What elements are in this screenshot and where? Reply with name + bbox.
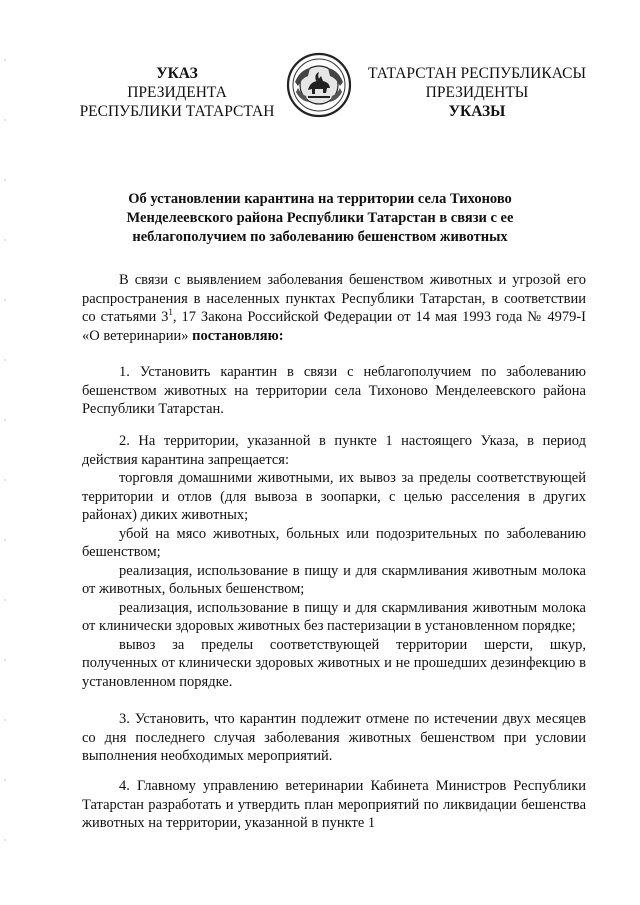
item-2-bullet-5: вывоз за пределы соответствующей территории шерсти, шкур, полученных от клинически здоровых животных и не прошедших дезинфекцию в установленном порядке. bbox=[82, 636, 586, 690]
item-4-text: 4. Главному управлению ветеринарии Кабинета Министров Республики Татарстан разработать и утвердить план мероприятий по ликвидации бешенства животных на территории, указанной в пункте 1 bbox=[82, 778, 586, 831]
decree-title bbox=[95, 190, 545, 247]
decree-word: постановляю: bbox=[192, 327, 284, 344]
header-right-block bbox=[364, 64, 590, 121]
item-2-bullet-4: реализация, использование в пищу и для скармливания животным молока от клинически здоровых животных без пастеризации в установленном порядке; bbox=[82, 599, 586, 634]
item-2-bullet-3: реализация, использование в пищу и для скармливания животным молока от животных, больных бешенством; bbox=[82, 562, 586, 597]
header-left-line-2: ПРЕЗИДЕНТА bbox=[127, 84, 227, 101]
preamble-superscript: 1 bbox=[168, 307, 173, 317]
preamble-text-1: В связи с выявлением заболевания бешенством животных и угрозой его распространения в населенных пунктах Республики Татарстан, в соответствии со статьями 3 bbox=[82, 272, 586, 325]
item-4 bbox=[82, 777, 586, 833]
preamble-paragraph bbox=[82, 271, 586, 345]
header-left-line-1: УКАЗ bbox=[156, 65, 198, 82]
header-left-line-3: РЕСПУБЛИКИ ТАТАРСТАН bbox=[79, 103, 275, 120]
item-3-text: 3. Установить, что карантин подлежит отмене по истечении двух месяцев со дня последнего случая заболевания животных бешенством при условии выполнения необходимых мероприятий. bbox=[82, 711, 586, 764]
item-3 bbox=[82, 710, 586, 766]
item-2-bullet-1: торговля домашними животными, их вывоз за пределы соответствующей территории и отлов (для вывоза в зоопарки, с целью расселения в других районах) диких животных; bbox=[82, 470, 586, 523]
decree-title-line-1: Об установлении карантина на территории села Тихоново bbox=[128, 191, 512, 207]
scan-margin-dots bbox=[2, 0, 8, 905]
header-right-line-1: ТАТАРСТАН РЕСПУБЛИКАСЫ bbox=[368, 65, 586, 82]
item-2 bbox=[82, 432, 586, 691]
header-left-block bbox=[78, 64, 276, 121]
header-right-line-2: ПРЕЗИДЕНТЫ bbox=[425, 84, 529, 101]
item-1-text: 1. Установить карантин в связи с неблагополучием по заболеванию бешенством животных на территории села Тихоново Менделеевского района Республики Татарстан. bbox=[82, 364, 586, 417]
tatarstan-coat-of-arms-icon bbox=[286, 52, 352, 118]
header-right-line-3: УКАЗЫ bbox=[448, 103, 506, 120]
item-2-intro: 2. На территории, указанной в пункте 1 настоящего Указа, в период действия карантина запрещается: bbox=[82, 433, 586, 468]
preamble-text-2: , 17 Закона Российской Федерации от 14 мая 1993 года № 4979-I «О ветеринарии» bbox=[82, 309, 586, 344]
decree-title-line-2: Менделеевского района Республики Татарстан в связи с ее bbox=[126, 210, 514, 226]
item-1 bbox=[82, 363, 586, 419]
decree-title-line-3: неблагополучием по заболеванию бешенством животных bbox=[132, 229, 508, 245]
item-2-bullet-2: убой на мясо животных, больных или подозрительных по заболеванию бешенством; bbox=[82, 525, 586, 560]
